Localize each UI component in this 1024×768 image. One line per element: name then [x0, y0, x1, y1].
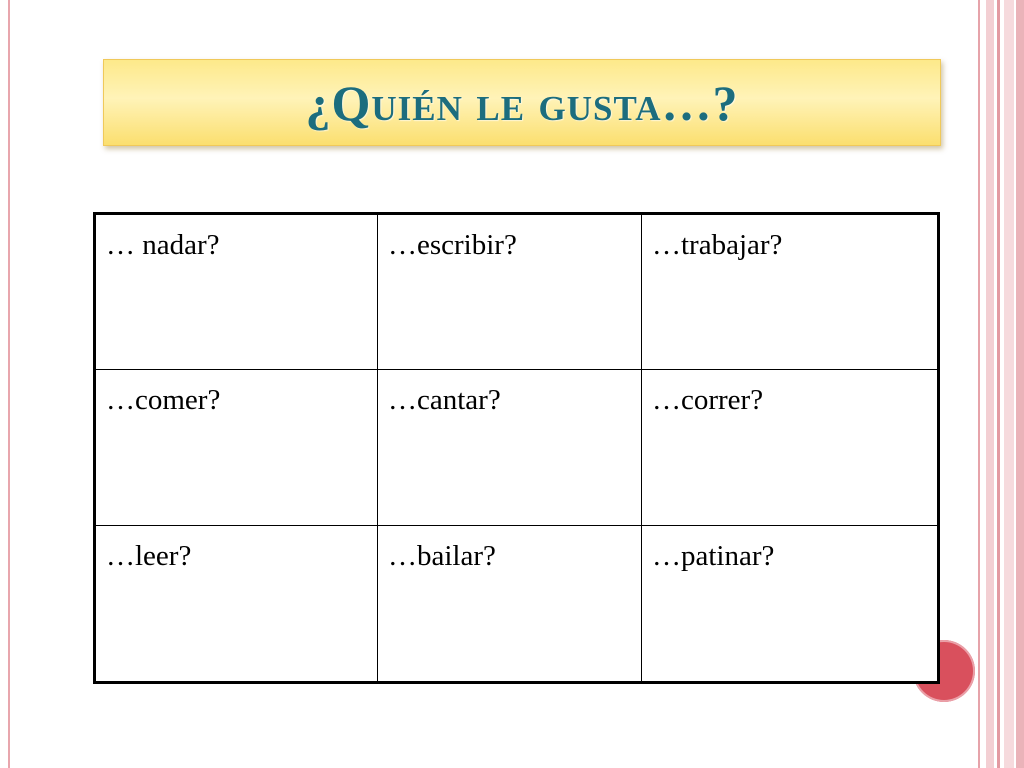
title-banner [103, 59, 941, 146]
table-cell: …cantar? [378, 370, 642, 525]
table-cell: …escribir? [378, 215, 642, 370]
right-decorative-stripes [974, 0, 1024, 768]
table-cell: …bailar? [378, 526, 642, 681]
table-cell: …trabajar? [642, 215, 937, 370]
table-cell: …correr? [642, 370, 937, 525]
table-cell: …comer? [96, 370, 378, 525]
table-cell: … nadar? [96, 215, 378, 370]
activity-table [93, 212, 940, 684]
table-cell: …leer? [96, 526, 378, 681]
table-cell: …patinar? [652, 539, 775, 572]
slide-title: ¿Quién le gusta…? [305, 74, 739, 131]
left-border-line [8, 0, 10, 768]
